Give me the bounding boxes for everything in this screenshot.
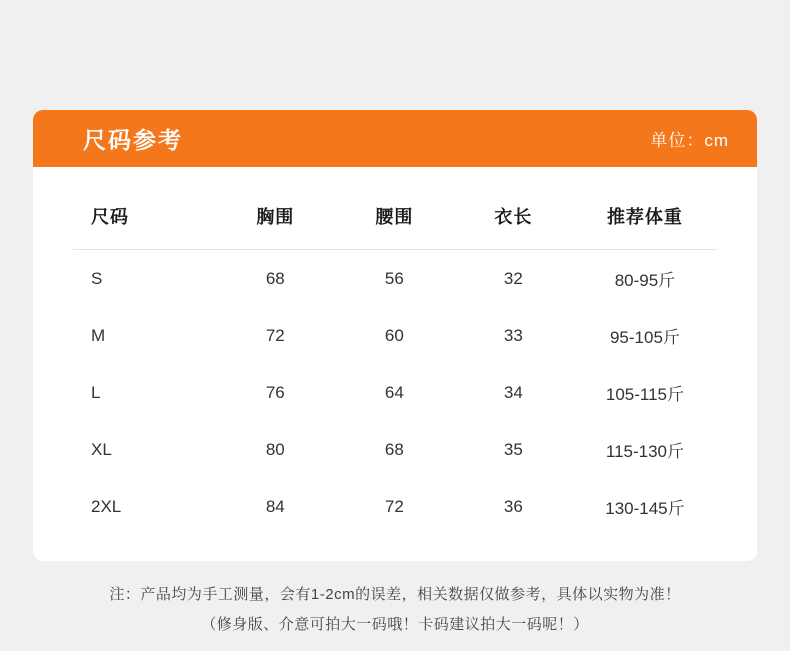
cell-size: M [91,325,106,345]
footer-notes [0,580,790,640]
cell-bust: 84 [265,496,285,516]
card-header [33,110,757,167]
cell-weight: 105-115斤 [605,385,685,404]
cell-bust: 68 [265,268,285,288]
table-row [73,421,717,478]
cell-weight: 115-130斤 [605,442,685,461]
table-header-row [73,189,717,250]
unit-label: 单位：cm [650,131,729,150]
note-measurement: 注：产品均为手工测量，会有1-2cm的误差，相关数据仅做参考，具体以实物为准！ [109,586,681,603]
cell-length: 36 [503,496,523,516]
cell-length: 34 [503,382,523,402]
cell-waist: 68 [384,439,404,459]
cell-size: L [91,382,101,402]
size-table [73,189,717,535]
cell-waist: 56 [384,268,404,288]
table-row [73,250,717,308]
cell-length: 33 [503,325,523,345]
column-header-bust: 胸围 [256,207,295,227]
cell-waist: 60 [384,325,404,345]
table-body [73,250,717,536]
column-header-waist: 腰围 [375,207,414,227]
cell-size: 2XL [91,496,122,516]
column-header-weight: 推荐体重 [606,207,683,227]
table-row [73,364,717,421]
size-reference-card [33,110,757,561]
cell-size: XL [91,439,112,459]
cell-weight: 80-95斤 [614,271,676,290]
cell-weight: 130-145斤 [605,499,685,518]
column-header-length: 衣长 [494,207,533,227]
note-fit: （修身版、介意可拍大一码哦！卡码建议拍大一码呢！） [201,616,589,633]
cell-size: S [91,268,103,288]
table-head [73,189,717,250]
table-container [33,167,757,561]
column-header-size: 尺码 [91,207,129,227]
cell-waist: 72 [384,496,404,516]
cell-bust: 76 [265,382,285,402]
cell-length: 35 [503,439,523,459]
table-row [73,307,717,364]
table-row [73,478,717,535]
cell-waist: 64 [384,382,404,402]
cell-bust: 72 [265,325,285,345]
cell-bust: 80 [265,439,285,459]
cell-weight: 95-105斤 [609,328,680,347]
cell-length: 32 [503,268,523,288]
page-title: 尺码参考 [83,127,183,153]
